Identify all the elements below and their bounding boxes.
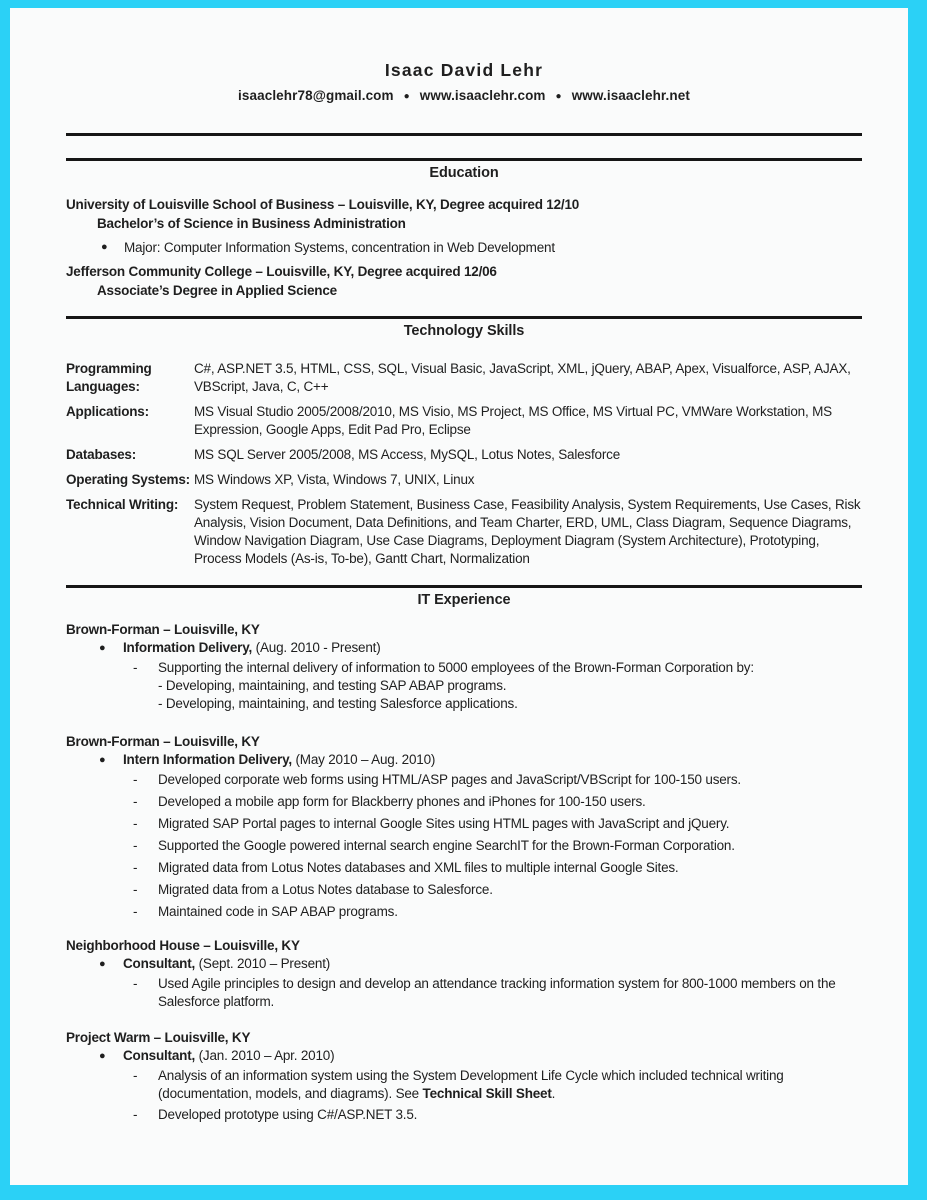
item-text: Supporting the internal delivery of information to 5000 employees of the Brown-Forman Corporation by: - Developing, maintaining, and testing SAP ABAP programs. - Developing, maintaining, and testing Salesforce applications. <box>158 660 754 711</box>
bullet-separator-icon: ● <box>555 91 562 102</box>
item-text: Developed a mobile app form for Blackberry phones and iPhones for 100-150 users. <box>158 794 646 809</box>
skill-value: C#, ASP.NET 3.5, HTML, CSS, SQL, Visual Basic, JavaScript, XML, jQuery, ABAP, Apex, Visualforce, ASP, AJAX, VBScript, Java, C, C++ <box>194 361 851 394</box>
dash-icon: - <box>133 660 138 675</box>
experience-entry <box>66 621 862 713</box>
item-text: Migrated SAP Portal pages to internal Google Sites using HTML pages with JavaScript and jQuery. <box>158 816 730 831</box>
skill-label: Operating Systems: <box>66 472 190 487</box>
skill-value: System Request, Problem Statement, Business Case, Feasibility Analysis, System Requirements, Use Cases, Risk Analysis, Vision Document, Data Definitions, and Team Charter, ERD, UML, Class Diagram, Sequence Diagrams, Window Navigation Diagram, Use Case Diagrams, Deployment Diagram (System Architecture), Prototyping, Process Models (As-is, To-be), Gantt Chart, Normalization <box>194 497 861 566</box>
role-title: Intern Information Delivery, <box>123 752 292 767</box>
dash-icon: - <box>133 816 138 831</box>
list-item <box>66 975 862 1011</box>
role-title: Consultant, <box>123 1048 196 1063</box>
bullet-icon: ● <box>99 1050 106 1062</box>
role-line <box>66 955 862 973</box>
table-row <box>66 496 862 568</box>
section-title-education: Education <box>429 165 499 181</box>
role-title: Information Delivery, <box>123 640 253 655</box>
item-text: Developed prototype using C#/ASP.NET 3.5. <box>158 1107 418 1122</box>
bullet-separator-icon: ● <box>403 91 410 102</box>
role-dates: (Sept. 2010 – Present) <box>198 956 331 971</box>
table-row <box>66 446 862 464</box>
list-item <box>66 881 862 899</box>
major-text: Major: Computer Information Systems, concentration in Web Development <box>124 240 555 255</box>
experience-entry <box>66 937 862 1011</box>
role-line <box>66 639 862 657</box>
dash-icon: - <box>133 976 138 991</box>
contact-line <box>66 87 862 105</box>
role-line <box>66 751 862 769</box>
bullet-icon: ● <box>99 958 106 970</box>
dash-icon: - <box>133 794 138 809</box>
section-divider <box>66 158 862 161</box>
list-item <box>66 815 862 833</box>
skill-value: MS Visual Studio 2005/2008/2010, MS Visio, MS Project, MS Office, MS Virtual PC, VMWare Workstation, MS Expression, Google Apps, Edit Pad Pro, Eclipse <box>194 404 832 437</box>
table-row <box>66 360 862 396</box>
list-item <box>66 859 862 877</box>
item-text: Supported the Google powered internal search engine SearchIT for the Brown-Forman Corporation. <box>158 838 735 853</box>
dash-icon: - <box>133 838 138 853</box>
section-divider <box>66 316 862 319</box>
list-item <box>66 1106 862 1124</box>
item-text: Developed corporate web forms using HTML/ASP pages and JavaScript/VBScript for 100-150 users. <box>158 772 741 787</box>
company-name: Brown-Forman – Louisville, KY <box>66 622 260 637</box>
list-item <box>66 793 862 811</box>
school-name: Jefferson Community College – Louisville, KY, Degree acquired 12/06 <box>66 264 497 279</box>
website-text-1: www.isaaclehr.com <box>419 88 546 103</box>
list-item <box>66 771 862 789</box>
company-name: Neighborhood House – Louisville, KY <box>66 938 300 953</box>
section-title-experience: IT Experience <box>417 592 511 608</box>
degree-name: Associate’s Degree in Applied Science <box>97 283 337 298</box>
role-dates: (Jan. 2010 – Apr. 2010) <box>198 1048 335 1063</box>
bullet-icon: ● <box>101 241 108 253</box>
dash-icon: - <box>133 904 138 919</box>
role-dates: (Aug. 2010 - Present) <box>255 640 381 655</box>
company-name: Brown-Forman – Louisville, KY <box>66 734 260 749</box>
experience-entry <box>66 1029 862 1124</box>
section-divider <box>66 585 862 588</box>
dash-icon: - <box>133 882 138 897</box>
resume-page <box>10 8 908 1185</box>
skill-value: MS Windows XP, Vista, Windows 7, UNIX, Linux <box>194 472 475 487</box>
skill-label: Programming Languages: <box>66 361 152 394</box>
dash-icon: - <box>133 1068 138 1083</box>
list-item <box>66 238 862 257</box>
role-dates: (May 2010 – Aug. 2010) <box>295 752 436 767</box>
dash-icon: - <box>133 772 138 787</box>
website-text-2: www.isaaclehr.net <box>571 88 690 103</box>
bullet-icon: ● <box>99 754 106 766</box>
skills-table <box>66 360 862 568</box>
role-line <box>66 1047 862 1065</box>
item-text: Used Agile principles to design and develop an attendance tracking information system for 800-1000 members on the Salesforce platform. <box>158 976 836 1009</box>
item-text: Maintained code in SAP ABAP programs. <box>158 904 398 919</box>
person-name: Isaac David Lehr <box>384 60 544 80</box>
company-name: Project Warm – Louisville, KY <box>66 1030 251 1045</box>
education-section <box>66 195 862 300</box>
skill-label: Applications: <box>66 404 149 419</box>
item-text: Analysis of an information system using the System Development Life Cycle which included technical writing (documentation, models, and diagrams). See Technical Skill Sheet. <box>158 1068 784 1101</box>
skill-value: MS SQL Server 2005/2008, MS Access, MySQL, Lotus Notes, Salesforce <box>194 447 620 462</box>
section-title-skills: Technology Skills <box>403 323 525 339</box>
item-text: Migrated data from Lotus Notes databases and XML files to multiple internal Google Sites. <box>158 860 679 875</box>
item-text: Migrated data from a Lotus Notes database to Salesforce. <box>158 882 493 897</box>
degree-name: Bachelor’s of Science in Business Administration <box>97 216 406 231</box>
skill-label: Databases: <box>66 447 137 462</box>
list-item <box>66 1067 862 1103</box>
section-divider <box>66 133 862 136</box>
skill-label: Technical Writing: <box>66 497 179 512</box>
list-item <box>66 903 862 921</box>
role-title: Consultant, <box>123 956 196 971</box>
list-item <box>66 659 862 713</box>
dash-icon: - <box>133 860 138 875</box>
experience-entry <box>66 733 862 921</box>
table-row <box>66 403 862 439</box>
school-name: University of Louisville School of Business – Louisville, KY, Degree acquired 12/10 <box>66 197 580 212</box>
bullet-icon: ● <box>99 642 106 654</box>
dash-icon: - <box>133 1107 138 1122</box>
table-row <box>66 471 862 489</box>
email-text: isaaclehr78@gmail.com <box>238 88 394 103</box>
bold-reference: Technical Skill Sheet <box>422 1086 552 1101</box>
list-item <box>66 837 862 855</box>
